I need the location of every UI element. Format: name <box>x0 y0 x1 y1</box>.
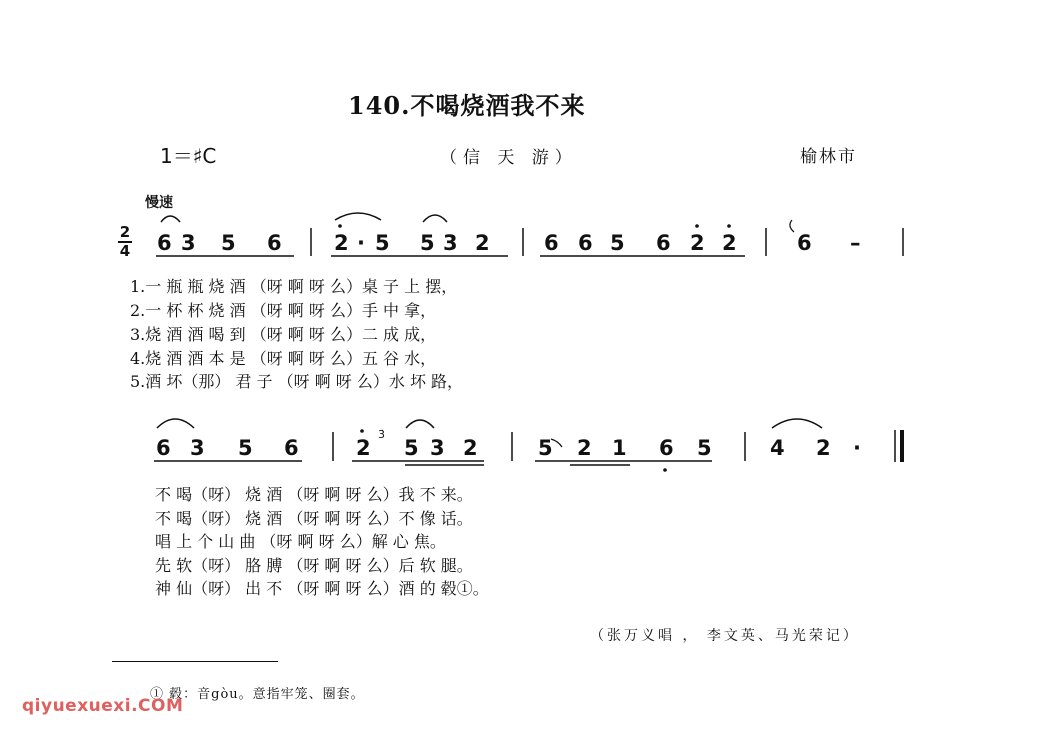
note: 5 <box>538 436 553 460</box>
note: 2 <box>816 436 831 460</box>
lyric-line: 3.烧 酒 酒 喝 到 （呀 啊 呀 么）二 成 成， <box>130 325 437 344</box>
note: 4 <box>770 436 785 460</box>
note: 5 <box>238 436 253 460</box>
note: 5 <box>404 436 419 460</box>
note: 6 <box>544 231 559 255</box>
note: · <box>357 231 365 255</box>
note: 3 <box>190 436 205 460</box>
lyric-line: 5.酒 坏（那） 君 子 （呀 啊 呀 么）水 坏 路， <box>130 372 464 391</box>
note: 1 <box>612 436 627 460</box>
note: 2 <box>722 231 737 255</box>
note: 5 <box>221 231 236 255</box>
note: 6 <box>156 436 171 460</box>
lyric-line: 2.一 杯 杯 烧 酒 （呀 啊 呀 么）手 中 拿， <box>130 301 437 320</box>
note: 6 <box>578 231 593 255</box>
site-watermark: qiyuexuexi.COM <box>22 696 184 716</box>
tempo-marking: 慢速 <box>145 195 173 211</box>
note: 3 <box>430 436 445 460</box>
note: 2 <box>475 231 490 255</box>
lyric-line: 神 仙（呀） 出 不 （呀 啊 呀 么）酒 的 毂①。 <box>155 579 489 598</box>
note: 3 <box>443 231 458 255</box>
note: 6 <box>284 436 299 460</box>
key-signature: 1＝♯C <box>160 144 217 168</box>
note: 6 <box>659 436 674 460</box>
lyric-line: 4.烧 酒 酒 本 是 （呀 啊 呀 么）五 谷 水， <box>130 349 437 368</box>
note: 3 <box>181 231 196 255</box>
genre-label: （信 天 游） <box>440 148 578 168</box>
credit-line: （张万义唱 ， 李文英、马光荣记） <box>590 628 860 644</box>
note: 2 <box>463 436 478 460</box>
lyric-line: 先 软（呀） 胳 膊 （呀 啊 呀 么）后 软 腿。 <box>155 556 473 575</box>
lyric-line: 不 喝（呀） 烧 酒 （呀 啊 呀 么）不 像 话。 <box>155 509 473 528</box>
lyric-line: 唱 上 个 山 曲 （呀 啊 呀 么）解 心 焦。 <box>155 532 446 551</box>
note: 5 <box>420 231 435 255</box>
note: 2 <box>356 436 371 460</box>
note: 6 <box>656 231 671 255</box>
note: 5 <box>375 231 390 255</box>
time-signature-bottom: 4 <box>119 242 131 260</box>
note: 6 <box>157 231 172 255</box>
note: 2 <box>334 231 349 255</box>
lyric-line: 不 喝（呀） 烧 酒 （呀 啊 呀 么）我 不 来。 <box>155 485 473 504</box>
footnote-divider <box>112 661 278 662</box>
note: 2 <box>577 436 592 460</box>
lyric-line: 1.一 瓶 瓶 烧 酒 （呀 啊 呀 么）桌 子 上 摆， <box>130 277 458 296</box>
note: – <box>850 231 861 255</box>
note: 5 <box>697 436 712 460</box>
grace-note: 3̇ <box>378 428 385 441</box>
footnote: ① 毂：音gòu。意指牢笼、圈套。 <box>150 687 365 702</box>
song-title: 140.不喝烧酒我不来 <box>348 91 586 120</box>
note: 6 <box>797 231 812 255</box>
note: · <box>853 436 861 460</box>
note: 5 <box>610 231 625 255</box>
note: 6 <box>267 231 282 255</box>
origin-label: 榆林市 <box>800 147 857 167</box>
time-signature-top: 2 <box>119 223 131 241</box>
note: 2 <box>690 231 705 255</box>
